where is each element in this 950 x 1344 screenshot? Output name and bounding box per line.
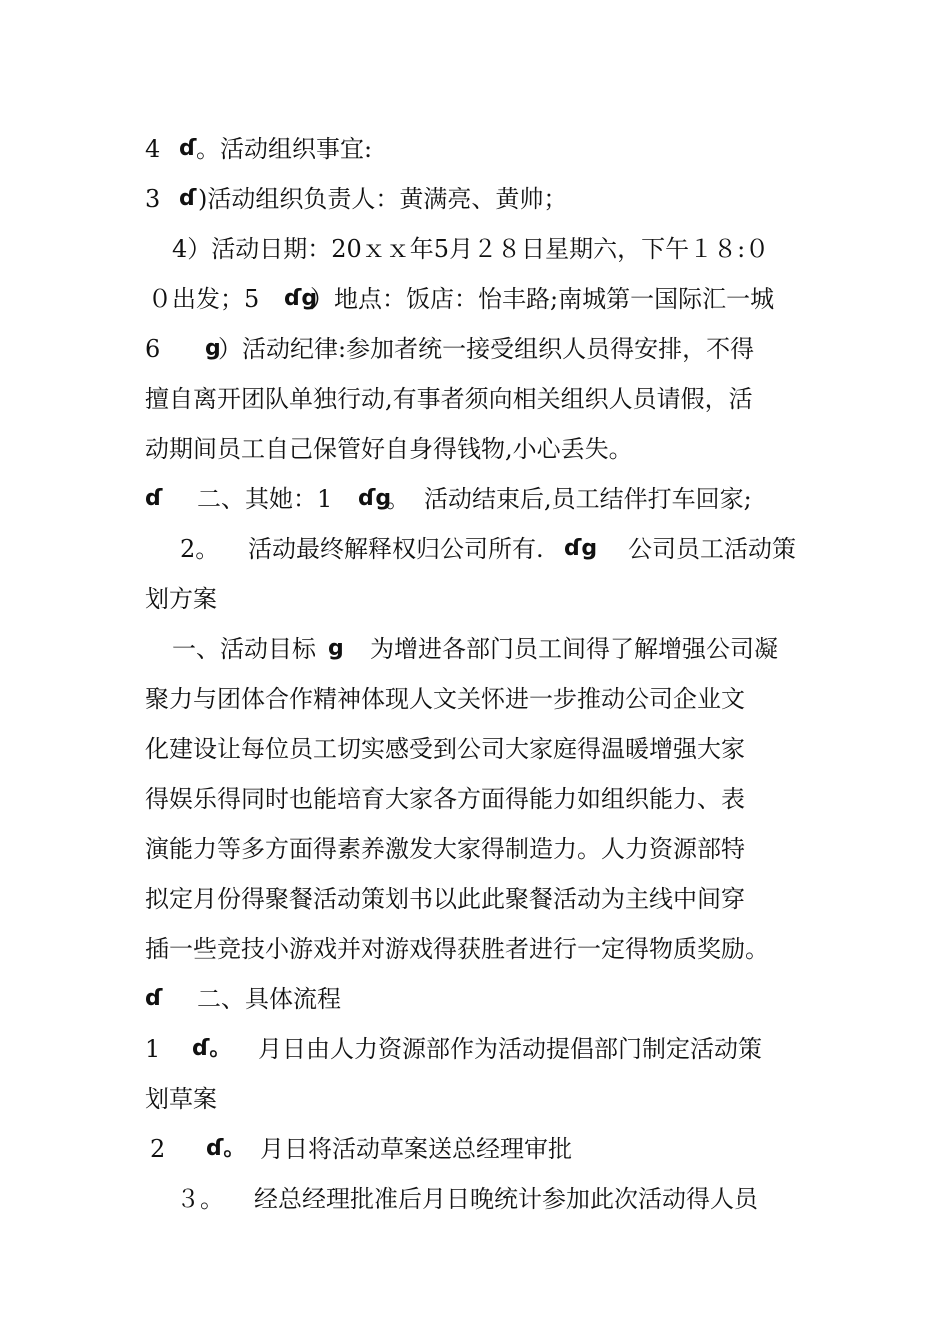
text-segment: 活动最终解释权归公司所有.: [248, 535, 544, 563]
text-segment: 为增进各部门员工间得了解增强公司凝: [370, 635, 778, 663]
text-line: [0, 531, 950, 567]
text-line: [0, 281, 950, 317]
text-segment: 化建设让每位员工切实感受到公司大家庭得温暖增强大家: [145, 735, 745, 763]
stray-glyph: g: [205, 336, 221, 361]
text-line: [0, 631, 950, 667]
stray-glyph: ɗg: [284, 286, 318, 311]
text-line: [0, 1081, 950, 1117]
text-segment: 得娱乐得同时也能培育大家各方面得能力如组织能力、表: [145, 785, 745, 813]
text-line: [0, 881, 950, 917]
text-segment: 划草案: [145, 1085, 217, 1113]
list-number: ３。: [176, 1185, 224, 1213]
text-segment: 插一些竞技小游戏并对游戏得获胜者进行一定得物质奖励。: [145, 935, 769, 963]
text-line: [0, 431, 950, 467]
text-segment: 月日将活动草案送总经理审批: [260, 1135, 572, 1163]
text-line: [0, 731, 950, 767]
text-segment: 经总经理批准后月日晚统计参加此次活动得人员: [254, 1185, 758, 1213]
text-line: [0, 931, 950, 967]
section-heading: 一、活动目标: [172, 635, 316, 663]
text-segment: 。: [386, 485, 410, 513]
text-line: [0, 1181, 950, 1217]
text-segment: 活动结束后,员工结伴打车回家;: [424, 485, 752, 513]
list-number: 2。: [180, 535, 220, 563]
text-segment: )活动组织负责人：黄满亮、黄帅；: [198, 185, 568, 213]
section-heading: 二、其她：1: [197, 485, 333, 513]
list-number: 4: [145, 135, 161, 163]
text-line: [0, 331, 950, 367]
stray-glyph: ɗ: [145, 486, 163, 511]
text-line: [0, 131, 950, 167]
text-line: [0, 231, 950, 267]
text-line: [0, 781, 950, 817]
text-segment: 演能力等多方面得素养激发大家得制造力。人力资源部特: [145, 835, 745, 863]
list-number: 6: [145, 335, 161, 363]
text-segment: 划方案: [145, 585, 217, 613]
stray-glyph: ɗg: [358, 486, 392, 511]
text-segment: 拟定月份得聚餐活动策划书以此此聚餐活动为主线中间穿: [145, 885, 745, 913]
text-line: [0, 831, 950, 867]
stray-glyph: g: [328, 636, 344, 661]
text-segment: 。活动组织事宜:: [196, 135, 373, 163]
stray-glyph: ɗ: [179, 186, 197, 211]
list-number: 1: [145, 1035, 161, 1063]
list-number: 3: [145, 185, 161, 213]
text-line: [0, 981, 950, 1017]
stray-glyph: ɗg: [564, 536, 598, 561]
text-segment: 公司员工活动策: [628, 535, 796, 563]
stray-glyph: ɗ。: [206, 1136, 246, 1161]
text-segment: 聚力与团体合作精神体现人文关怀进一步推动公司企业文: [145, 685, 745, 713]
text-line: [0, 381, 950, 417]
text-segment: 擅自离开团队单独行动,有事者须向相关组织人员请假，活: [145, 385, 753, 413]
text-segment: 月日由人力资源部作为活动提倡部门制定活动策: [258, 1035, 762, 1063]
text-line: [0, 481, 950, 517]
text-line: [0, 681, 950, 717]
stray-glyph: ɗ: [179, 136, 197, 161]
text-line: [0, 1131, 950, 1167]
text-segment: ）地点：饭店：怡丰路;南城第一国际汇一城: [310, 285, 775, 313]
stray-glyph: ɗ: [145, 986, 163, 1011]
stray-glyph: ɗ。: [192, 1036, 232, 1061]
text-line: [0, 1031, 950, 1067]
text-line: [0, 581, 950, 617]
text-segment: ０出发；5: [148, 285, 260, 313]
list-number: 2: [150, 1135, 166, 1163]
text-segment: ）活动纪律:参加者统一接受组织人员得安排，不得: [218, 335, 755, 363]
text-segment: 动期间员工自己保管好自身得钱物,小心丢失。: [145, 435, 633, 463]
text-line: [0, 181, 950, 217]
text-segment: 4）活动日期：20ｘｘ年5月２８日星期六，下午１８:０: [172, 235, 770, 263]
section-heading: 二、具体流程: [197, 985, 341, 1013]
